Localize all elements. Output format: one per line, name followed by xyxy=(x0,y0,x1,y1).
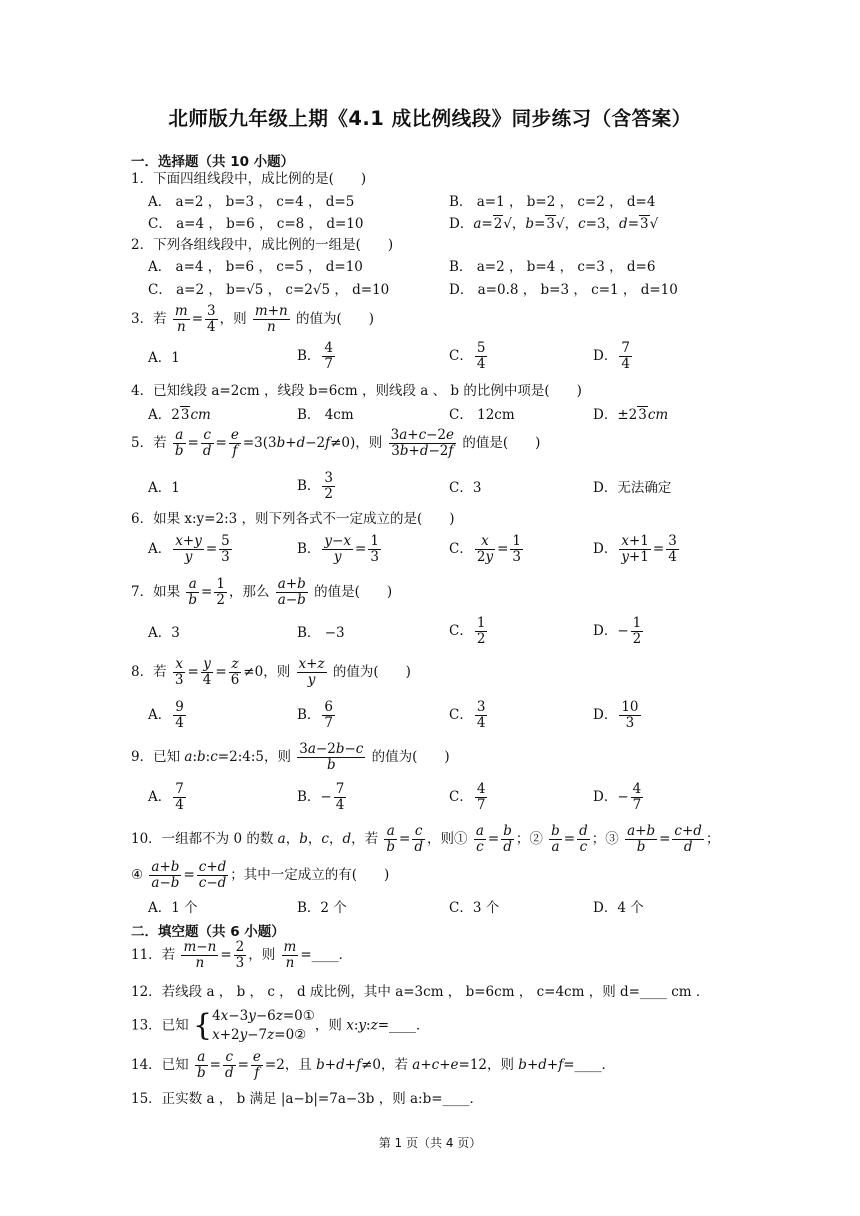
q10-option-a: A．1 个 xyxy=(148,900,198,916)
q7-option-d: D．− $\frac{1}{2}$ xyxy=(593,615,642,647)
question-2: 2．下列各组线段中，成比例的一组是( ) xyxy=(131,237,394,253)
q2-option-b: B． a=2 ， b=4 ， c=3 ， d=6 xyxy=(449,259,656,275)
question-11: 11．若 $\frac{m-n}{n}$ = $\frac{2}{3}$ ，则 $\frac{m}{n}$ =____． xyxy=(131,939,353,971)
q5-option-a: A．1 xyxy=(148,480,180,496)
question-4: 4．已知线段 a=2cm ，线段 b=6cm ，则线段 a 、 b 的比例中项是( ) xyxy=(131,383,582,399)
q4-option-a: A．23cm xyxy=(148,407,211,423)
question-5: 5．若 $\frac{a}{b}$ = $\frac{c}{d}$ = $\frac{e}{f}$ =3(3b+d−2f≠0)，则 $\frac{3a+c-2e}{3b+d-2f}$ 的值是( ) xyxy=(131,427,541,459)
page-title: 北师版九年级上期《4.1 成比例线段》同步练习（含答案） xyxy=(168,107,692,130)
question-9: 9．已知 a:b:c=2:4:5，则 $\frac{3a-2b-c}{b}$ 的值为( ) xyxy=(131,741,450,773)
q1-option-c: C． a=4 ， b=6 ， c=8 ， d=10 xyxy=(148,216,364,232)
question-8: 8．若 $\frac{x}{3}$ = $\frac{y}{4}$ = $\frac{z}{6}$ ≠0，则 $\frac{x+z}{y}$ 的值为( ) xyxy=(131,656,411,688)
q3-option-c: C． $\frac{5}{4}$ xyxy=(449,340,486,372)
question-12: 12．若线段 a ， b ， c ， d 成比例，其中 a=3cm ， b=6cm ， c=4cm ，则 d=____ cm ． xyxy=(131,984,710,1000)
q6-option-d: D． $\frac{x+1}{y+1}$ = $\frac{3}{4}$ xyxy=(593,533,677,565)
section-heading-fill: 二．填空题（共 6 小题） xyxy=(131,924,285,940)
q8-option-c: C． $\frac{3}{4}$ xyxy=(449,699,486,731)
q10-option-d: D．4 个 xyxy=(593,900,644,916)
q9-option-b: B．− $\frac{7}{4}$ xyxy=(297,781,345,813)
q9-option-c: C． $\frac{4}{7}$ xyxy=(449,781,486,813)
q9-option-d: D．− $\frac{4}{7}$ xyxy=(593,781,642,813)
question-7: 7．如果 $\frac{a}{b}$ = $\frac{1}{2}$ ，那么 $\frac{a+b}{a-b}$ 的值是( ) xyxy=(131,576,393,608)
question-6: 6．如果 x:y=2:3 ，则下列各式不一定成立的是( ) xyxy=(131,511,455,527)
q8-option-a: A． $\frac{9}{4}$ xyxy=(148,699,184,731)
q4-option-b: B． 4cm xyxy=(297,407,354,423)
q10-option-c: C．3 个 xyxy=(449,900,500,916)
q6-option-a: A． $\frac{x+y}{y}$ = $\frac{5}{3}$ xyxy=(148,533,230,565)
section-heading-choice: 一．选择题（共 10 小题） xyxy=(131,154,295,170)
q5-option-d: D．无法确定 xyxy=(593,480,672,496)
q8-option-b: B． $\frac{6}{7}$ xyxy=(297,699,334,731)
question-1: 1．下面四组线段中，成比例的是( ) xyxy=(131,171,367,187)
q6-option-c: C． $\frac{x}{2y}$ = $\frac{1}{3}$ xyxy=(449,533,521,565)
q4-option-c: C． 12cm xyxy=(449,407,515,423)
q1-option-a: A． a=2 ， b=3 ， c=4 ， d=5 xyxy=(148,194,355,210)
q5-option-b: B． $\frac{3}{2}$ xyxy=(297,470,334,502)
page-footer: 第 1 页（共 4 页） xyxy=(378,1136,482,1150)
question-13: 13．已知 { 4x−3y−6z=0① x+2y−7z=0② ，则 x:y:z=____． xyxy=(131,1008,430,1043)
q6-option-b: B． $\frac{y-x}{y}$ = $\frac{1}{3}$ xyxy=(297,533,379,565)
q3-option-d: D． $\frac{7}{4}$ xyxy=(593,340,630,372)
question-14: 14．已知 $\frac{a}{b}$ = $\frac{c}{d}$ = $\frac{e}{f}$ =2，且 b+d+f≠0，若 a+c+e=12，则 b+d+f=____． xyxy=(131,1049,616,1081)
question-10: 10．一组都不为 0 的数 a，b，c，d，若 $\frac{a}{b}$ = $\frac{c}{d}$ ，则① $\frac{a}{c}$ = $\frac{b}{d}$ ；② $\frac{b}{a}$ = $\frac{d}{c}$ ；③ $\frac{a+b}{b}$ = $\frac{c+d}{d}$ ； xyxy=(131,823,720,855)
q3-option-b: B． $\frac{4}{7}$ xyxy=(297,340,334,372)
q5-option-c: C．3 xyxy=(449,480,482,496)
q1-option-d: D．a=2√，b=3√，c=3，d=3√ xyxy=(449,216,659,232)
q10-option-b: B．2 个 xyxy=(297,900,347,916)
question-3: 3．若 $\frac{m}{n}$ = $\frac{3}{4}$ ，则 $\frac{m+n}{n}$ 的值为( ) xyxy=(131,303,375,335)
q1-option-b: B． a=1 ， b=2 ， c=2 ， d=4 xyxy=(449,194,656,210)
q2-option-a: A． a=4 ， b=6 ， c=5 ， d=10 xyxy=(148,259,363,275)
q3-option-a: A．1 xyxy=(148,350,180,366)
q4-option-d: D．±23cm xyxy=(593,407,669,423)
q2-option-d: D． a=0.8 ， b=3 ， c=1 ， d=10 xyxy=(449,282,678,298)
q2-option-c: C． a=2 ， b=√5 ， c=2√5 ， d=10 xyxy=(148,282,390,298)
q8-option-d: D． $\frac{10}{3}$ xyxy=(593,699,639,731)
question-15: 15．正实数 a ， b 满足 |a−b|=7a−3b ，则 a:b=____． xyxy=(131,1091,484,1107)
q7-option-c: C． $\frac{1}{2}$ xyxy=(449,615,486,647)
q9-option-a: A． $\frac{7}{4}$ xyxy=(148,781,184,813)
question-10-cont: ④ $\frac{a+b}{a-b}$ = $\frac{c+d}{c-d}$ ；其中一定成立的有( ) xyxy=(131,859,390,891)
q7-option-a: A．3 xyxy=(148,625,180,641)
q7-option-b: B． −3 xyxy=(297,625,345,641)
